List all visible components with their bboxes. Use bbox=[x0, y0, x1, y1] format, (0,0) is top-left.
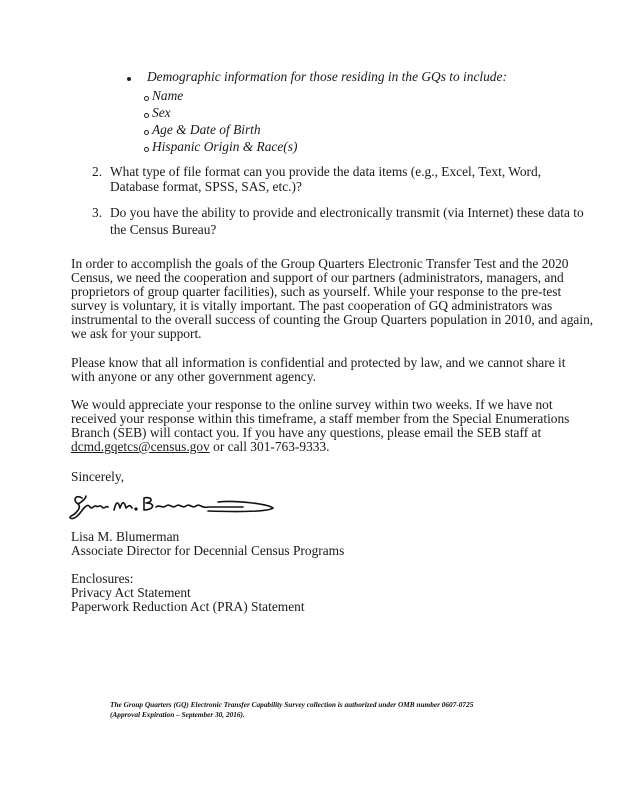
question-2-line-2: Database format, SPSS, SAS, etc.)? bbox=[110, 179, 302, 194]
paragraph-line: we ask for your support. bbox=[71, 326, 202, 341]
question-3-line-1: Do you have the ability to provide and electronically transmit (via Internet) these data to bbox=[110, 205, 584, 220]
enclosures-label: Enclosures: bbox=[71, 571, 134, 586]
paragraph-line: instrumental to the overall success of counting the Group Quarters population in 2010, and again, bbox=[71, 312, 594, 327]
paragraph-line: We would appreciate your response to the online survey within two weeks. If we have not bbox=[71, 397, 553, 412]
question-2-line-1: What type of file format can you provide the data items (e.g., Excel, Text, Word, bbox=[110, 164, 542, 179]
paragraph-line: In order to accomplish the goals of the Group Quarters Electronic Transfer Test and the 2020 bbox=[71, 256, 569, 271]
contact-phone-text: or call 301-763-9333. bbox=[209, 439, 330, 454]
paragraph-line: proprietors of group quarter facilities), such as yourself. While your response to the pre-test bbox=[71, 284, 562, 299]
paragraph-line: received your response within this timeframe, a staff member from the Special Enumerations bbox=[71, 411, 570, 426]
sub-item-sex: Sex bbox=[152, 105, 171, 120]
paragraph-line: with anyone or any other government agency. bbox=[71, 369, 316, 384]
paragraph-line: Please know that all information is confidential and protected by law, and we cannot share it bbox=[71, 355, 566, 370]
closing-text: Sincerely, bbox=[71, 469, 125, 484]
demographic-bullet-text: Demographic information for those residing in the GQs to include: bbox=[147, 69, 507, 84]
question-number-3: 3. bbox=[92, 205, 103, 220]
signer-name: Lisa M. Blumerman bbox=[71, 529, 180, 544]
omb-notice-line-1: The Group Quarters (GQ) Electronic Transfer Capability Survey collection is authorized under OMB number 0607-0725 bbox=[110, 700, 474, 709]
sub-bullet-icon bbox=[144, 96, 149, 101]
signer-title: Associate Director for Decennial Census Programs bbox=[71, 543, 345, 558]
question-3-line-2: the Census Bureau? bbox=[110, 222, 217, 237]
paragraph-line: survey is voluntary, it is vitally important. The past cooperation of GQ administrators was bbox=[71, 298, 553, 313]
sub-item-name: Name bbox=[152, 88, 184, 103]
sub-bullet-icon bbox=[144, 113, 149, 118]
contact-email-link[interactable]: dcmd.gqetcs@census.gov bbox=[71, 439, 210, 454]
sub-item-hispanic-race: Hispanic Origin & Race(s) bbox=[152, 139, 298, 154]
omb-notice-line-2: (Approval Expiration – September 30, 2016). bbox=[110, 710, 245, 719]
paragraph-line: Census, we need the cooperation and support of our partners (administrators, managers, and bbox=[71, 270, 564, 285]
sub-item-age-dob: Age & Date of Birth bbox=[152, 122, 261, 137]
contact-line bbox=[71, 440, 330, 454]
signature-image bbox=[68, 490, 278, 524]
paragraph-line: Branch (SEB) will contact you. If you have any questions, please email the SEB staff at bbox=[71, 425, 542, 440]
enclosure-item: Privacy Act Statement bbox=[71, 585, 191, 600]
sub-bullet-icon bbox=[144, 130, 149, 135]
question-number-2: 2. bbox=[92, 164, 103, 179]
enclosure-item: Paperwork Reduction Act (PRA) Statement bbox=[71, 599, 305, 614]
sub-bullet-icon bbox=[144, 147, 149, 152]
bullet-icon bbox=[127, 77, 131, 81]
